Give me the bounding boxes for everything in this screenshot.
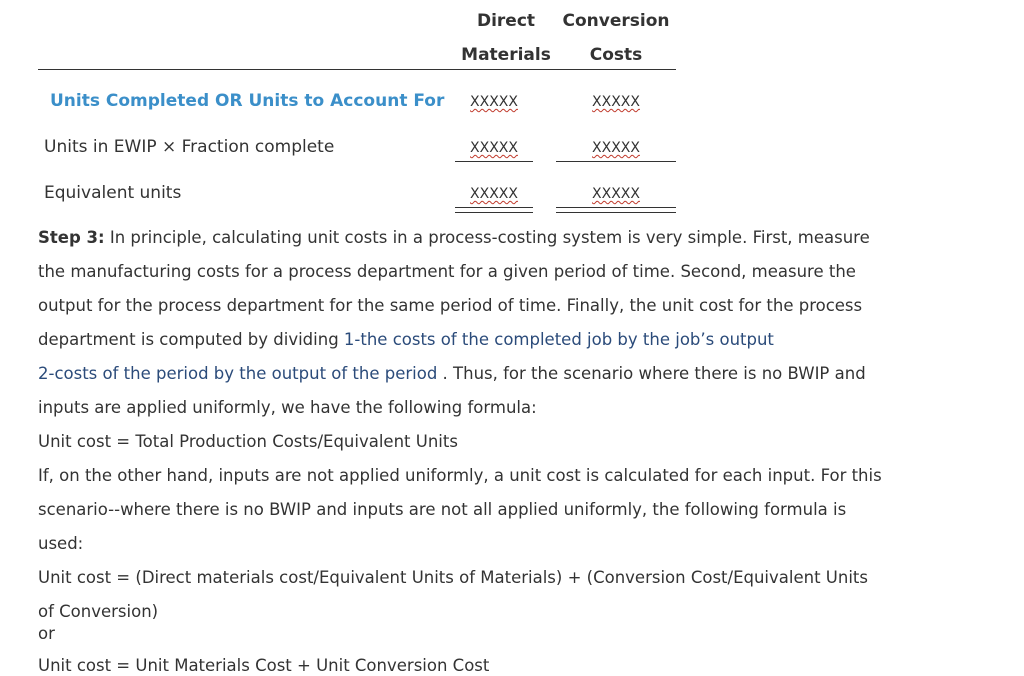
step3-line-4: [38, 330, 774, 349]
step3-line-1: [38, 228, 870, 247]
step3-text: In principle, calculating unit costs in a process-costing system is very simple. First, measure: [104, 228, 870, 247]
dropdown-equivalent-conversion[interactable]: XXXXX: [592, 186, 640, 202]
step3-line-8: If, on the other hand, inputs are not applied uniformly, a unit cost is calculated for each input. For this: [38, 466, 882, 485]
step3-line-4-prefix: department is computed by dividing: [38, 330, 344, 349]
step3-line-5-rest: . Thus, for the scenario where there is no BWIP and: [437, 364, 866, 383]
row-label-equivalent-units: Equivalent units: [44, 183, 182, 203]
answer-option-1[interactable]: 1-the costs of the completed job by the job’s output: [343, 330, 774, 349]
formula-unit-cost-total: Unit cost = Total Production Costs/Equivalent Units: [38, 432, 458, 451]
dropdown-ewip-conversion[interactable]: XXXXX: [592, 140, 640, 156]
dropdown-units-completed-materials[interactable]: XXXXX: [470, 94, 518, 110]
formula-unit-cost-split-line-2: of Conversion): [38, 602, 159, 621]
subtotal-rule-materials: [455, 161, 533, 162]
col-header-materials: Materials: [461, 45, 551, 65]
formula-unit-cost-sum: Unit cost = Unit Materials Cost + Unit Conversion Cost: [38, 656, 490, 675]
subtotal-rule-conversion: [556, 161, 676, 162]
step3-line-2: the manufacturing costs for a process department for a given period of time. Second, measure the: [38, 262, 856, 281]
row-label-units-ewip: Units in EWIP × Fraction complete: [44, 137, 335, 157]
step3-line-6: inputs are applied uniformly, we have the following formula:: [38, 398, 537, 417]
total-double-rule-materials: [455, 207, 533, 213]
step3-label: Step 3:: [38, 228, 105, 247]
col-header-conversion: Conversion: [562, 11, 670, 31]
header-rule: [38, 69, 676, 70]
step3-line-9: scenario--where there is no BWIP and inputs are not all applied uniformly, the following formula is: [38, 500, 847, 519]
col-header-costs: Costs: [589, 45, 643, 65]
row-label-units-completed: Units Completed OR Units to Account For: [50, 91, 445, 111]
total-double-rule-conversion: [556, 207, 676, 213]
step3-line-3: output for the process department for the same period of time. Finally, the unit cost for the process: [38, 296, 863, 315]
or-separator: or: [38, 624, 55, 643]
answer-option-2[interactable]: 2-costs of the period by the output of the period: [38, 364, 438, 383]
dropdown-units-completed-conversion[interactable]: XXXXX: [592, 94, 640, 110]
step3-line-10: used:: [38, 534, 84, 553]
dropdown-equivalent-materials[interactable]: XXXXX: [470, 186, 518, 202]
dropdown-ewip-materials[interactable]: XXXXX: [470, 140, 518, 156]
step3-line-5: [38, 364, 866, 383]
col-header-direct: Direct: [476, 11, 536, 31]
formula-unit-cost-split-line-1: Unit cost = (Direct materials cost/Equivalent Units of Materials) + (Conversion Cost/Equivalent Units: [38, 568, 868, 587]
